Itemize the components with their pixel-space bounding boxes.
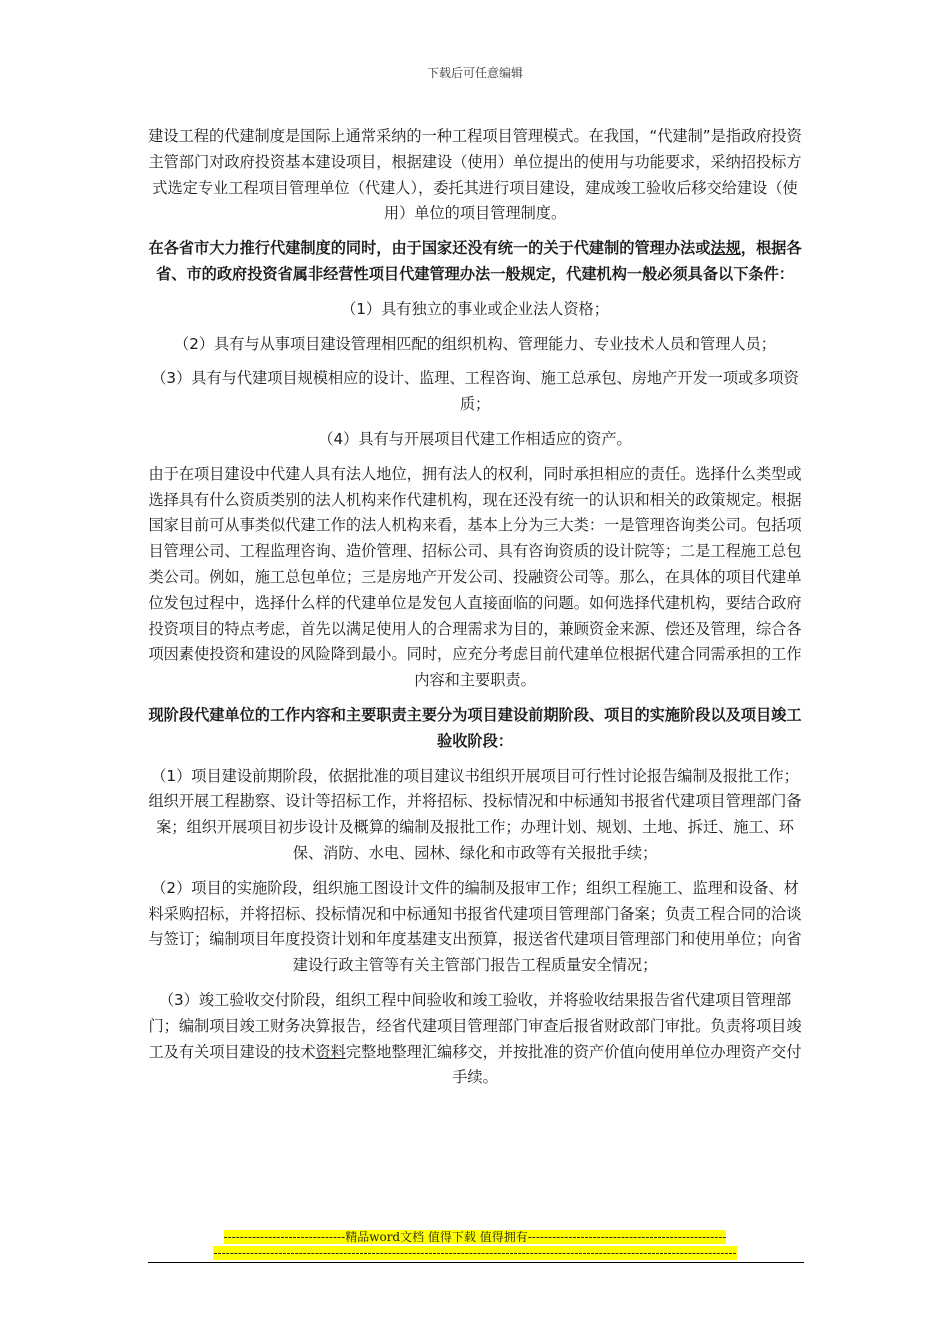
duty-stage-3-text: （3）竣工验收交付阶段，组织工程中间验收和竣工验收，并将验收结果报告省代建项目管理部门；编制项目竣工财务决算报告，经省代建项目管理部门审查后报省财政部门审批。负责将项目竣工及有关项目建设的技术 [148, 990, 802, 1061]
footer-rule [148, 1262, 804, 1263]
document-body [148, 124, 802, 1100]
agency-selection-paragraph: 由于在项目建设中代建人具有法人地位，拥有法人的权利，同时承担相应的责任。选择什么类型或选择具有什么资质类别的法人机构来作代建机构，现在还没有统一的认识和相关的政策规定。根据国家目前可从事类似代建工作的法人机构来看，基本上分为三大类：一是管理咨询类公司。包括项目管理公司、工程监理咨询、造价管理、招标公司、具有咨询资质的设计院等；二是工程施工总包类公司。例如，施工总包单位；三是房地产开发公司、投融资公司等。那么，在具体的项目代建单位发包过程中，选择什么样的代建单位是发包人直接面临的问题。如何选择代建机构，要结合政府投资项目的特点考虑，首先以满足使用人的合理需求为目的，兼顾资金来源、偿还及管理，综合各项因素使投资和建设的风险降到最小。同时，应充分考虑目前代建单位根据代建合同需承担的工作内容和主要职责。 [148, 464, 802, 690]
footer-banner-text: ------------------------------精品word文档 值得下载 值得拥有------------------------------------------------- [223, 1230, 727, 1244]
footer-banner [0, 1229, 950, 1245]
footer-dashes-text: --------------------------------------------------------------------------------------------------------------------------------- [213, 1246, 737, 1260]
intro-paragraph: 建设工程的代建制度是国际上通常采纳的一种工程项目管理模式。在我国，“代建制”是指政府投资主管部门对政府投资基本建设项目，根据建设（使用）单位提出的使用与功能要求，采纳招投标方式选定专业工程项目管理单位（代建人），委托其进行项目建设，建成竣工验收后移交给建设（使用）单位的项目管理制度。 [148, 127, 802, 223]
condition-item-3: （3）具有与代建项目规模相应的设计、监理、工程咨询、施工总承包、房地产开发一项或多项资质； [151, 369, 799, 414]
materials-link[interactable]: 资料 [315, 1042, 346, 1061]
conditions-heading [148, 236, 802, 288]
duty-stage-1: （1）项目建设前期阶段，依据批准的项目建议书组织开展项目可行性讨论报告编制及报批工作；组织开展工程勘察、设计等招标工作，并将招标、投标情况和中标通知书报省代建项目管理部门备案；组织开展项目初步设计及概算的编制及报批工作；办理计划、规划、土地、拆迁、施工、环保、消防、水电、园林、绿化和市政等有关报批手续； [148, 766, 802, 862]
condition-item-4: （4）具有与开展项目代建工作相适应的资产。 [318, 429, 632, 448]
duties-heading: 现阶段代建单位的工作内容和主要职责主要分为项目建设前期阶段、项目的实施阶段以及项目竣工验收阶段： [148, 705, 802, 750]
conditions-heading-text-cont: ，根据各省、市的政府投资省属非经营性项目代建管理办法一般规定，代建机构一般必须具备以下条件： [156, 239, 802, 283]
footer-dashes [0, 1245, 950, 1261]
duty-stage-3 [148, 988, 802, 1091]
condition-item-2: （2）具有与从事项目建设管理相匹配的组织机构、管理能力、专业技术人员和管理人员； [174, 334, 776, 353]
condition-item-1: （1）具有独立的事业或企业法人资格； [341, 299, 609, 318]
page-header: 下载后可任意编辑 [426, 66, 523, 80]
regulations-link[interactable]: 法规 [710, 239, 741, 258]
conditions-heading-text: 在各省市大力推行代建制度的同时，由于国家还没有统一的关于代建制的管理办法或 [148, 239, 711, 258]
duty-stage-2: （2）项目的实施阶段，组织施工图设计文件的编制及报审工作；组织工程施工、监理和设备、材料采购招标，并将招标、投标情况和中标通知书报省代建项目管理部门备案；负责工程合同的洽谈与签订；编制项目年度投资计划和年度基建支出预算，报送省代建项目管理部门和使用单位；向省建设行政主管等有关主管部门报告工程质量安全情况； [148, 878, 802, 975]
duty-stage-3-text-cont: 完整地整理汇编移交，并按批准的资产价值向使用单位办理资产交付手续。 [345, 1042, 802, 1087]
